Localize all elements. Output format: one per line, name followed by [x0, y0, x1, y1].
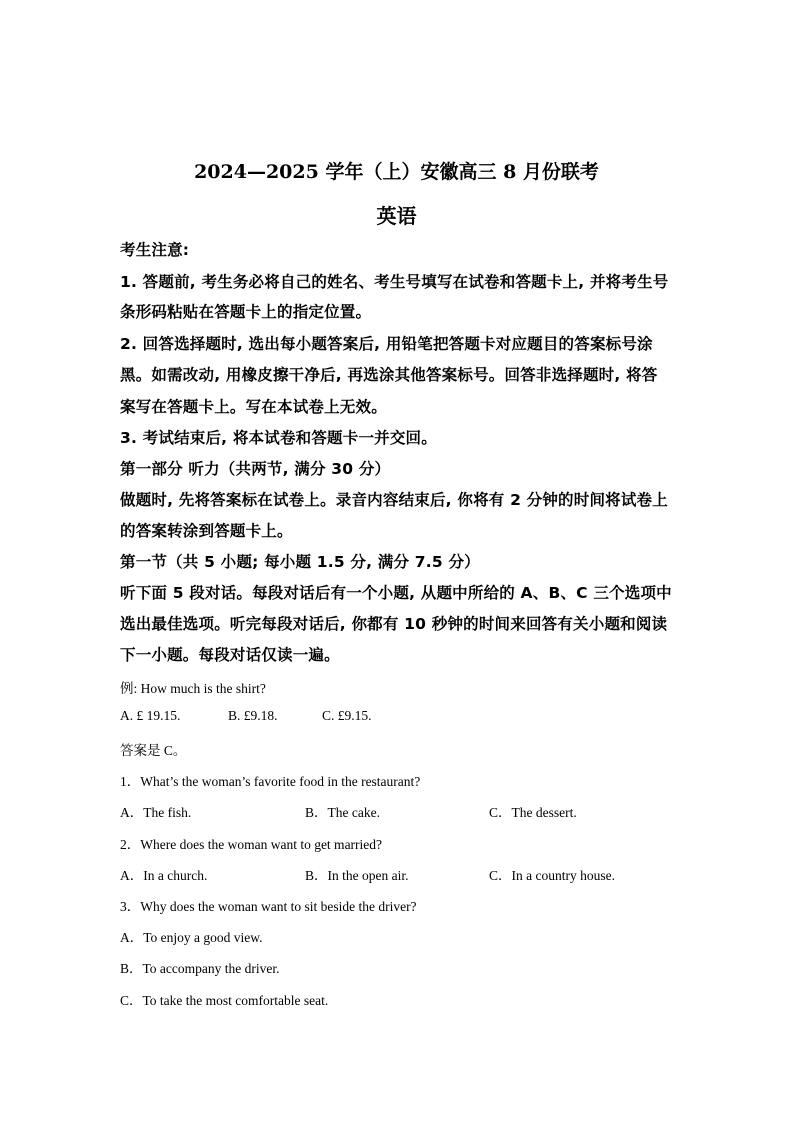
question-1-options — [0, 801, 793, 821]
part1-intro-line: 做题时, 先将答案标在试卷上。录音内容结束后, 你将有 2 分钟的时间将试卷上 — [120, 491, 668, 509]
question-1: 1．What’s the woman’s favorite food in the restaurant? — [120, 774, 421, 789]
option-a: A．To enjoy a good view. — [120, 930, 263, 945]
example-options — [0, 708, 793, 728]
question-3: 3．Why does the woman want to sit beside the driver? — [120, 899, 417, 914]
example-option-b: B. £9.18. — [228, 708, 278, 723]
instruction-line: 条形码粘贴在答题卡上的指定位置。 — [120, 303, 372, 321]
option-b: B．The cake. — [305, 805, 380, 820]
instruction-line: 黑。如需改动, 用橡皮擦干净后, 再选涂其他答案标号。回答非选择题时, 将答 — [120, 366, 658, 384]
part1-intro-line: 的答案转涂到答题卡上。 — [120, 522, 293, 540]
exam-title: 2024—2025 学年（上）安徽高三 8 月份联考 — [194, 161, 599, 183]
instruction-line: 3. 考试结束后, 将本试卷和答题卡一并交回。 — [120, 429, 437, 447]
option-c: C．The dessert. — [489, 805, 577, 820]
option-c: C．To take the most comfortable seat. — [120, 993, 329, 1008]
instruction-line: 1. 答题前, 考生务必将自己的姓名、考生号填写在试卷和答题卡上, 并将考生号 — [120, 273, 669, 291]
question-2: 2．Where does the woman want to get married? — [120, 837, 383, 852]
instruction-line: 2. 回答选择题时, 选出每小题答案后, 用铅笔把答题卡对应题目的答案标号涂 — [120, 335, 653, 353]
option-b: B．To accompany the driver. — [120, 961, 280, 976]
section1-intro-line: 听下面 5 段对话。每段对话后有一个小题, 从题中所给的 A、B、C 三个选项中 — [120, 584, 672, 602]
example-question: 例: How much is the shirt? — [120, 681, 266, 696]
part1-heading: 第一部分 听力（共两节, 满分 30 分） — [120, 460, 391, 478]
question-2-options — [0, 864, 793, 884]
section1-intro-line: 下一小题。每段对话仅读一遍。 — [120, 646, 340, 664]
example-option-c: C. £9.15. — [322, 708, 372, 723]
section1-intro-line: 选出最佳选项。听完每段对话后, 你都有 10 秒钟的时间来回答有关小题和阅读 — [120, 615, 668, 633]
instruction-line: 案写在答题卡上。写在本试卷上无效。 — [120, 398, 387, 416]
option-a: A．The fish. — [120, 805, 192, 820]
example-option-a: A. £ 19.15. — [120, 708, 181, 723]
option-c: C．In a country house. — [489, 868, 615, 883]
example-answer: 答案是 C。 — [120, 743, 187, 758]
section1-heading: 第一节（共 5 小题; 每小题 1.5 分, 满分 7.5 分） — [120, 553, 480, 571]
option-b: B．In the open air. — [305, 868, 409, 883]
exam-subject: 英语 — [376, 204, 417, 228]
option-a: A．In a church. — [120, 868, 208, 883]
instructions-heading: 考生注意: — [120, 241, 190, 259]
